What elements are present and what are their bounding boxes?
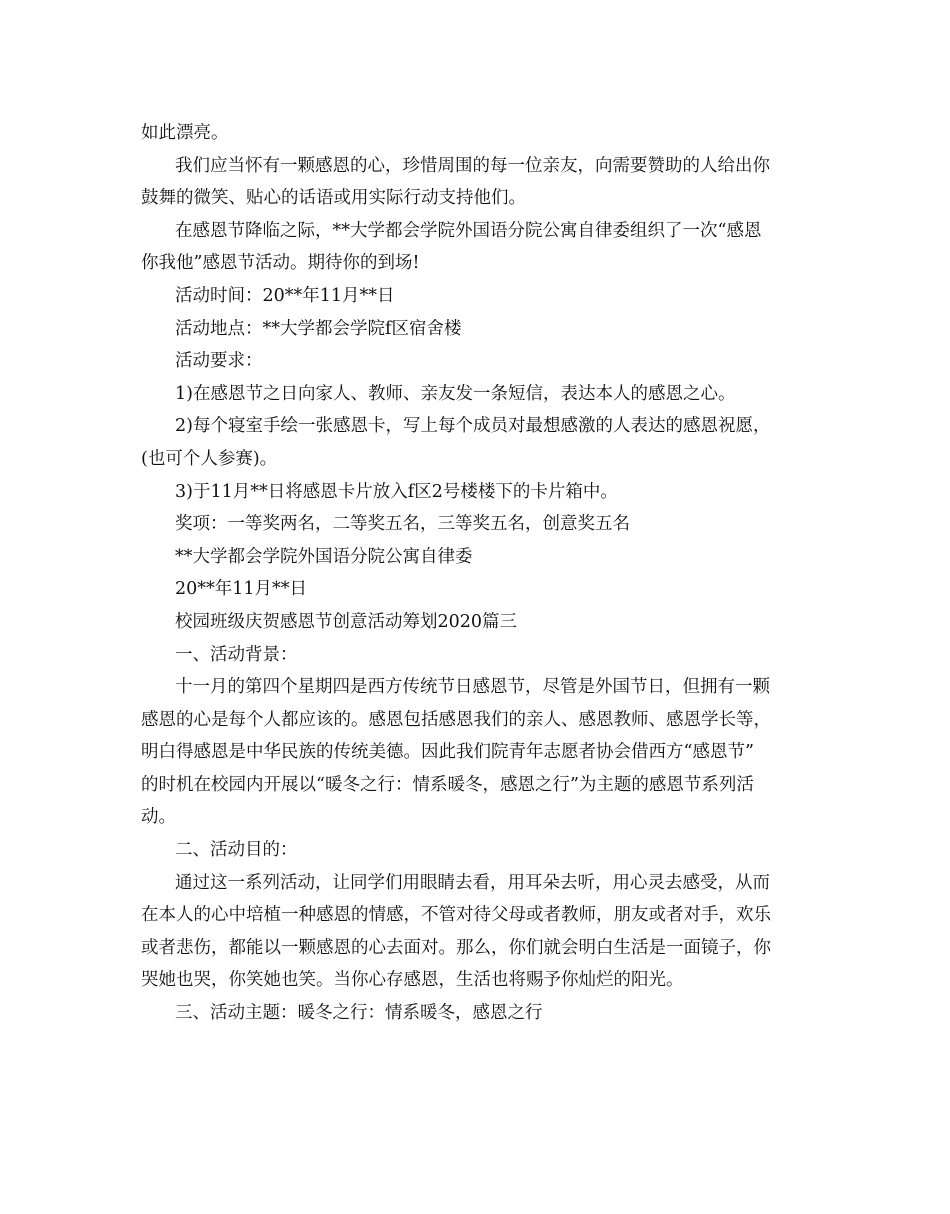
text-line: 鼓舞的微笑、贴心的话语或用实际行动支持他们。 — [141, 188, 526, 209]
text-line: (也可个人参赛)。 — [141, 448, 278, 469]
text-line: 十一月的第四个星期四是西方传统节日感恩节，尽管是外国节日，但拥有一颗 — [175, 677, 770, 698]
text-line: 动。 — [141, 807, 176, 828]
text-line: 在本人的心中培植一种感恩的情感，不管对待父母或者教师，朋友或者对手，欢乐 — [141, 905, 771, 926]
text-line: 你我他”感恩节活动。期待你的到场! — [141, 253, 420, 274]
text-line: 如此漂亮。 — [141, 123, 229, 143]
activity-requirements-heading: 活动要求： — [175, 351, 263, 372]
text-line: 通过这一系列活动，让同学们用眼睛去看，用耳朵去听，用心灵去感受，从而 — [175, 872, 770, 893]
text-line: 或者悲伤，都能以一颗感恩的心去面对。那么，你们就会明白生活是一面镜子，你 — [141, 937, 771, 958]
signature-date: 20**年11月**日 — [175, 579, 308, 600]
section-heading: 一、活动背景： — [175, 644, 298, 665]
activity-location: 活动地点：**大学都会学院f区宿舍楼 — [175, 318, 462, 339]
requirement-item: 2)每个寝室手绘一张感恩卡，写上每个成员对最想感激的人表达的感恩祝愿， — [175, 416, 771, 437]
text-line: 感恩的心是每个人都应该的。感恩包括感恩我们的亲人、感恩教师、感恩学长等， — [141, 709, 771, 730]
organizer-signature: **大学都会学院外国语分院公寓自律委 — [175, 546, 473, 567]
section-title: 校园班级庆贺感恩节创意活动筹划2020篇三 — [175, 611, 518, 632]
activity-time: 活动时间：20**年11月**日 — [175, 285, 395, 306]
text-line: 明白得感恩是中华民族的传统美德。因此我们院青年志愿者协会借西方“感恩节” — [141, 742, 754, 763]
awards: 奖项：一等奖两名，二等奖五名，三等奖五名，创意奖五名 — [175, 514, 630, 535]
text-line: 我们应当怀有一颗感恩的心，珍惜周围的每一位亲友，向需要赞助的人给出你 — [175, 155, 770, 176]
text-line: 的时机在校园内开展以“暖冬之行：情系暖冬，感恩之行”为主题的感恩节系列活 — [141, 774, 754, 795]
requirement-item: 3)于11月**日将感恩卡片放入f区2号楼楼下的卡片箱中。 — [175, 481, 618, 502]
text-line: 在感恩节降临之际，**大学都会学院外国语分院公寓自律委组织了一次“感恩 — [175, 220, 762, 241]
section-heading: 三、活动主题：暖冬之行：情系暖冬，感恩之行 — [175, 1003, 543, 1024]
text-line: 哭她也哭，你笑她也笑。当你心存感恩，生活也将赐予你灿烂的阳光。 — [141, 970, 684, 991]
requirement-item: 1)在感恩节之日向家人、教师、亲友发一条短信，表达本人的感恩之心。 — [175, 383, 736, 404]
document-body — [141, 117, 811, 1030]
section-heading: 二、活动目的： — [175, 840, 298, 861]
